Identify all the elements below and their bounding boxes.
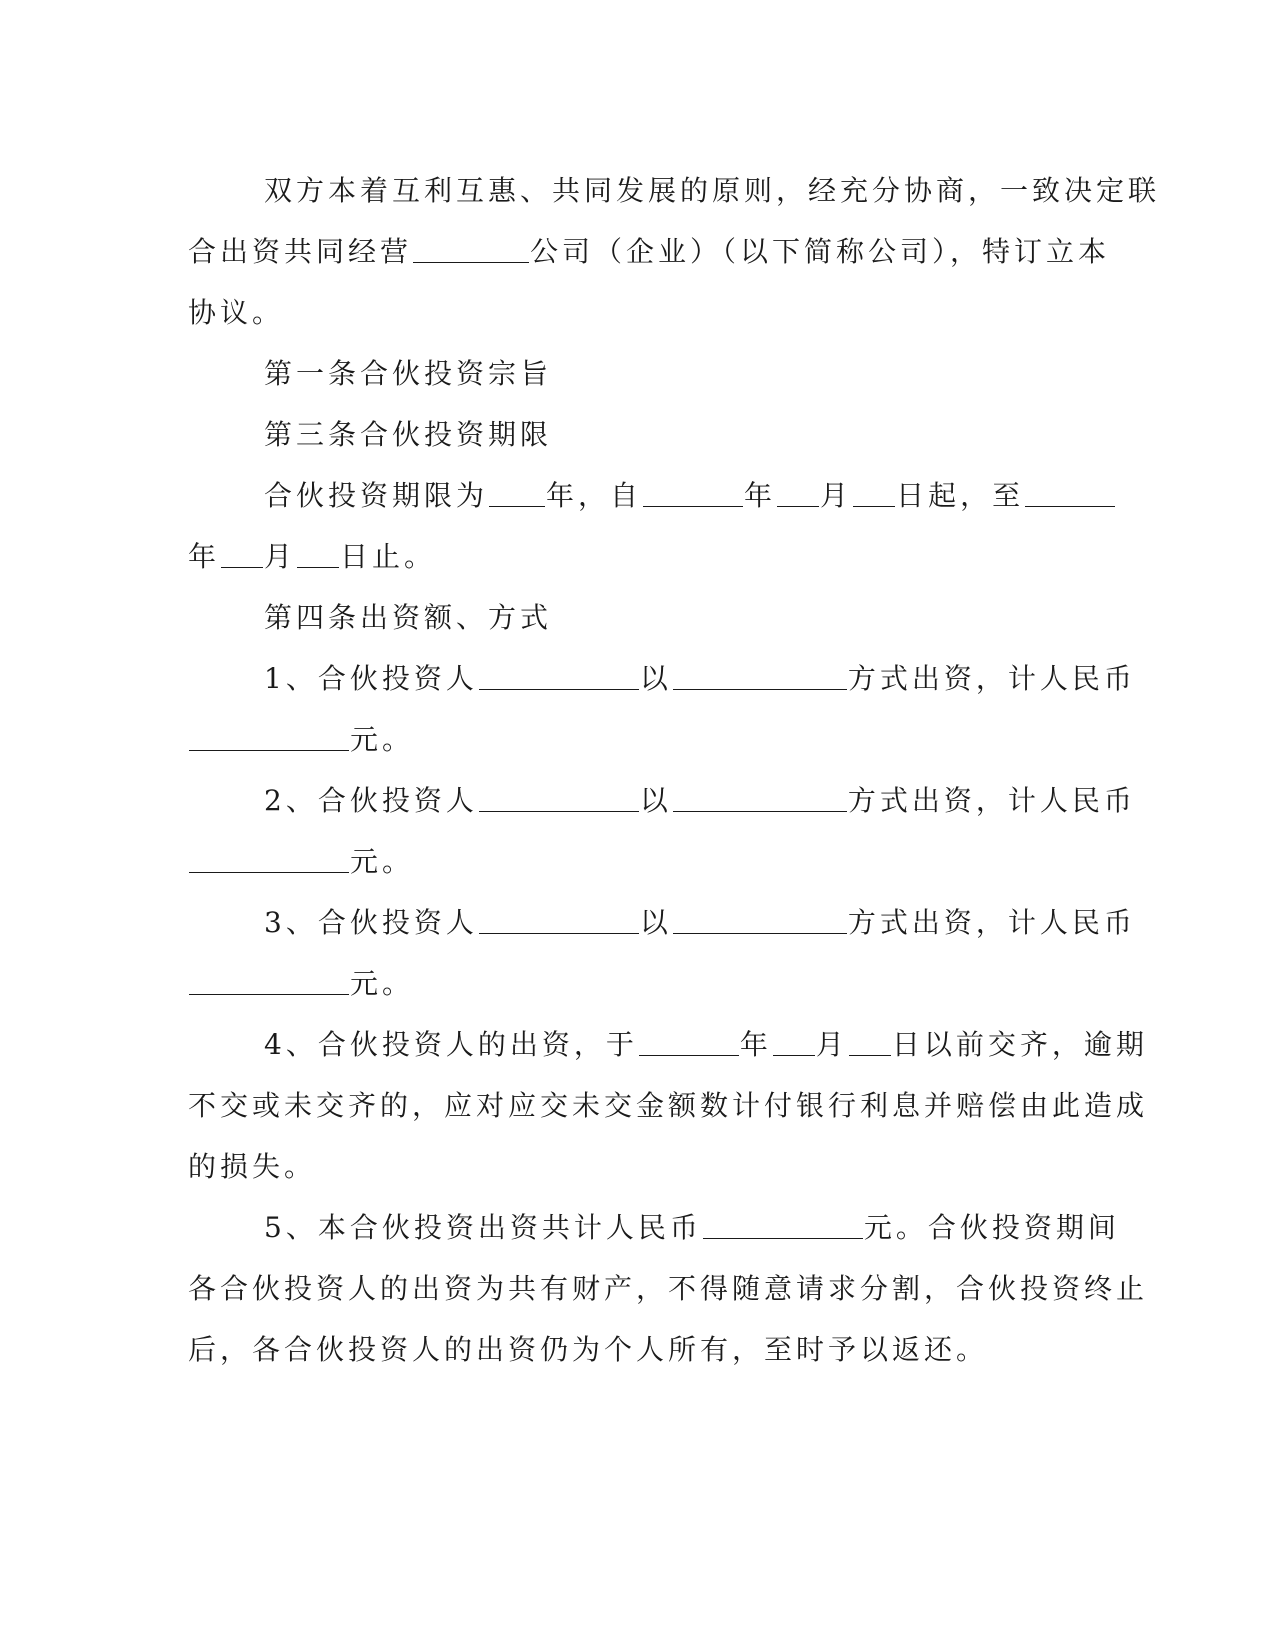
term-text: 日止。 — [340, 540, 437, 573]
item-text: 元。合伙投资期间 — [863, 1211, 1120, 1244]
item-4-line-2: 不交或未交齐的，应对应交未交金额数计付银行利息并赔偿由此造成 — [188, 1089, 1149, 1122]
item-text: 月 — [815, 1028, 848, 1061]
intro-line-2 — [188, 221, 1111, 282]
item-text: 5、本合伙投资出资共计人民币 — [264, 1211, 702, 1244]
term-text: 月 — [264, 540, 297, 573]
item-1-line-1 — [188, 648, 1136, 709]
investor-2-blank[interactable] — [479, 783, 639, 812]
start-day-blank[interactable] — [853, 478, 895, 507]
end-year-blank[interactable] — [1025, 478, 1115, 507]
article-4-heading: 第四条出资额、方式 — [264, 601, 553, 634]
amount-1-blank[interactable] — [189, 722, 349, 751]
deadline-month-blank[interactable] — [773, 1027, 815, 1056]
intro-line-1: 双方本着互利互惠、共同发展的原则，经充分协商，一致决定联 — [264, 174, 1161, 207]
method-3-blank[interactable] — [673, 905, 847, 934]
investor-3-blank[interactable] — [479, 905, 639, 934]
start-year-blank[interactable] — [643, 478, 743, 507]
item-text: 方式出资，计人民币 — [847, 662, 1136, 695]
amount-3-blank[interactable] — [189, 966, 349, 995]
item-5-line-2: 各合伙投资人的出资为共有财产，不得随意请求分割，合伙投资终止 — [188, 1272, 1149, 1305]
item-3-line-2 — [188, 953, 1068, 1014]
item-5-line-1 — [188, 1197, 1120, 1258]
item-text: 3、合伙投资人 — [264, 906, 478, 939]
item-text: 日以前交齐，逾期 — [891, 1028, 1148, 1061]
method-2-blank[interactable] — [673, 783, 847, 812]
item-2-line-2 — [188, 831, 1068, 892]
item-4-line-1 — [188, 1014, 1148, 1075]
deadline-year-blank[interactable] — [639, 1027, 739, 1056]
term-text: 年 — [744, 479, 777, 512]
item-1-line-2 — [188, 709, 1068, 770]
item-3-line-1 — [188, 892, 1136, 953]
start-month-blank[interactable] — [777, 478, 819, 507]
document-body — [188, 160, 1161, 1380]
deadline-day-blank[interactable] — [849, 1027, 891, 1056]
company-name-blank[interactable] — [413, 234, 529, 263]
term-text: 月 — [820, 479, 853, 512]
investor-1-blank[interactable] — [479, 661, 639, 690]
item-text: 以 — [639, 906, 672, 939]
item-2-line-1 — [188, 770, 1136, 831]
end-day-blank[interactable] — [297, 539, 339, 568]
term-text: 合伙投资期限为 — [264, 479, 489, 512]
term-line-2 — [188, 526, 1068, 587]
term-years-blank[interactable] — [489, 478, 545, 507]
method-1-blank[interactable] — [673, 661, 847, 690]
intro-line-3: 协议。 — [188, 296, 285, 329]
item-text: 1、合伙投资人 — [264, 662, 478, 695]
item-text: 2、合伙投资人 — [264, 784, 478, 817]
total-amount-blank[interactable] — [703, 1210, 863, 1239]
item-text: 元。 — [350, 723, 415, 756]
amount-2-blank[interactable] — [189, 844, 349, 873]
end-month-blank[interactable] — [221, 539, 263, 568]
item-4-line-3: 的损失。 — [188, 1150, 317, 1183]
item-text: 以 — [639, 662, 672, 695]
article-3-heading: 第三条合伙投资期限 — [264, 418, 553, 451]
item-text: 方式出资，计人民币 — [847, 906, 1136, 939]
intro-text: 公司（企业）（以下简称公司），特订立本 — [530, 235, 1111, 268]
term-text: 年 — [188, 540, 221, 573]
item-5-line-3: 后，各合伙投资人的出资仍为个人所有，至时予以返还。 — [188, 1333, 989, 1366]
item-text: 年 — [739, 1028, 772, 1061]
term-text: 年，自 — [546, 479, 643, 512]
item-text: 方式出资，计人民币 — [847, 784, 1136, 817]
item-text: 4、合伙投资人的出资，于 — [264, 1028, 638, 1061]
item-text: 以 — [639, 784, 672, 817]
article-1-heading: 第一条合伙投资宗旨 — [264, 357, 553, 390]
intro-text: 合出资共同经营 — [188, 235, 413, 268]
item-text: 元。 — [350, 845, 415, 878]
term-text: 日起，至 — [896, 479, 1025, 512]
item-text: 元。 — [350, 967, 415, 1000]
term-line-1 — [188, 465, 1068, 526]
